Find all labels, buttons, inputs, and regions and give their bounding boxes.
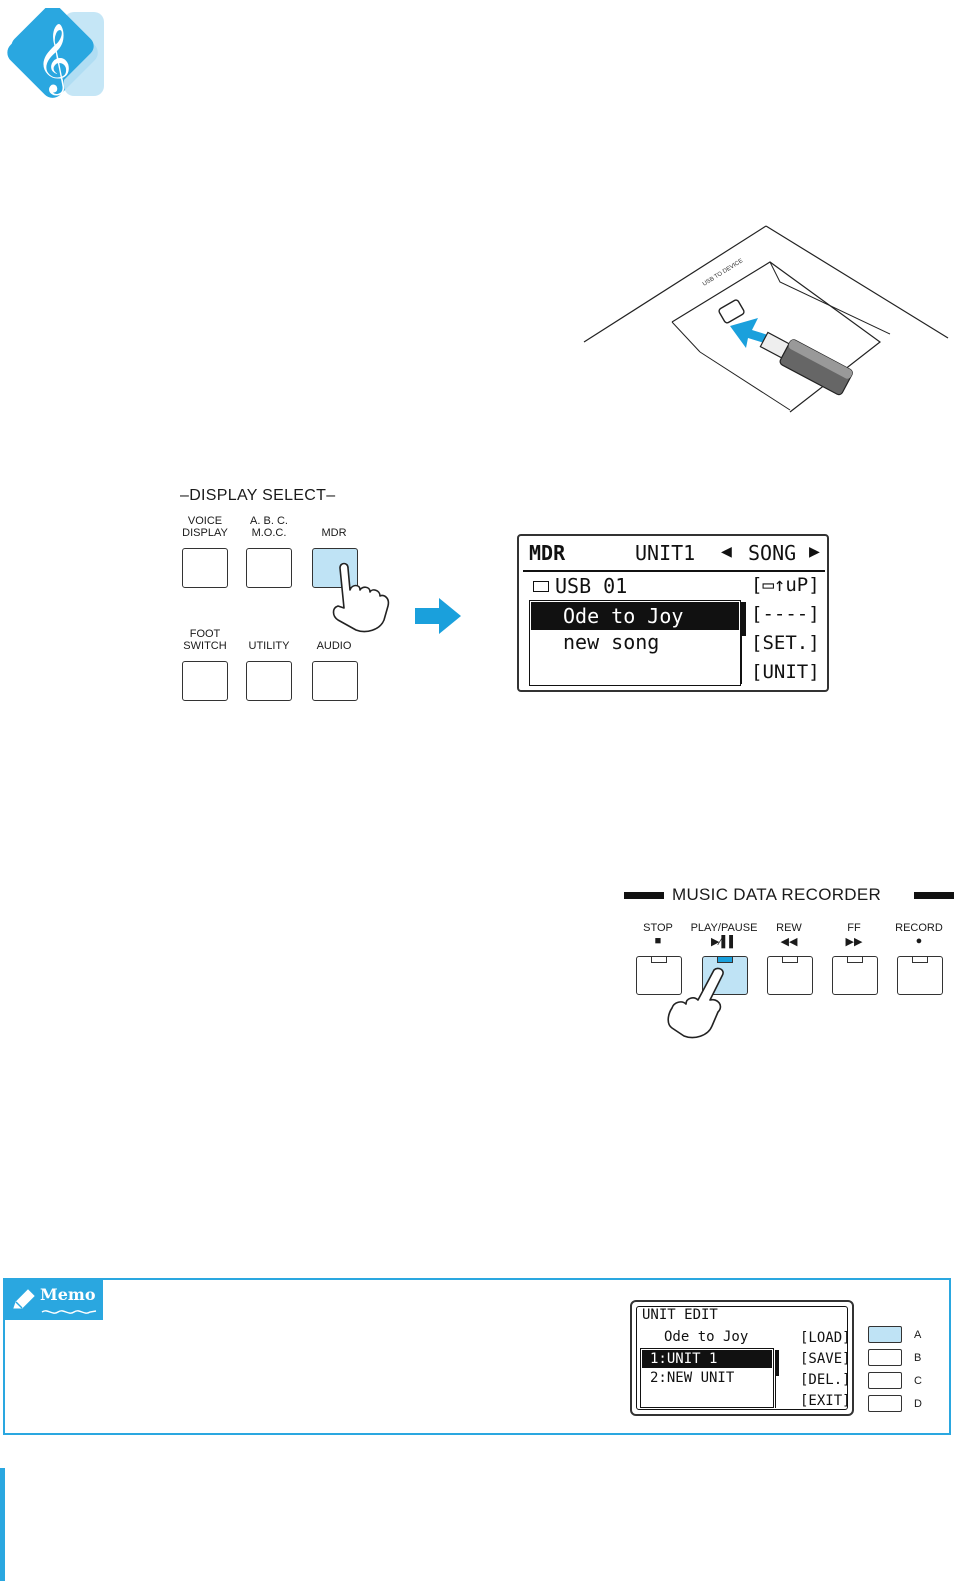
foot-switch-button[interactable] bbox=[182, 661, 228, 701]
stop-icon: ■ bbox=[654, 935, 662, 947]
lcd-header-mode: MDR bbox=[529, 541, 566, 565]
voice-display-button[interactable] bbox=[182, 548, 228, 588]
ff-label: FF bbox=[847, 922, 861, 934]
unit-edit-title: UNIT EDIT bbox=[642, 1307, 718, 1323]
c-button[interactable] bbox=[868, 1372, 902, 1389]
lcd-song-item[interactable]: Ode to Joy bbox=[531, 602, 739, 630]
unit-edit-song: Ode to Joy bbox=[664, 1329, 749, 1345]
right-arrow-icon bbox=[415, 598, 461, 634]
lcd-scrollbar[interactable] bbox=[741, 602, 746, 684]
lcd-song-item[interactable]: new song bbox=[563, 630, 660, 654]
d-button[interactable] bbox=[868, 1395, 902, 1412]
squiggle-icon bbox=[40, 1306, 98, 1316]
display-select-title: –DISPLAY SELECT– bbox=[180, 487, 336, 504]
memo-badge bbox=[4, 1280, 103, 1320]
lcd-side-button-blank[interactable]: [----] bbox=[751, 603, 820, 625]
foot-switch-label: FOOT SWITCH bbox=[183, 628, 227, 652]
audio-label: AUDIO bbox=[316, 640, 352, 652]
lcd-right-arrow-icon[interactable]: ▶ bbox=[809, 541, 820, 562]
memo-badge-label: Memo bbox=[40, 1285, 96, 1304]
a-label: A bbox=[914, 1329, 922, 1341]
usb-stick bbox=[758, 327, 854, 396]
ff-led bbox=[847, 956, 863, 963]
usb-port-label: USB TO DEVICE bbox=[701, 258, 745, 288]
unit-list-item[interactable]: 1:UNIT 1 bbox=[642, 1350, 772, 1368]
usb-insertion-illustration bbox=[580, 222, 952, 418]
record-icon: ● bbox=[915, 935, 923, 947]
svg-text:𝄞: 𝄞 bbox=[36, 23, 72, 93]
unit-edit-delete-button[interactable]: [DEL.] bbox=[800, 1372, 851, 1388]
unit-edit-scrollbar[interactable] bbox=[775, 1350, 779, 1408]
record-label: RECORD bbox=[895, 922, 943, 934]
pressing-hand-icon bbox=[664, 966, 734, 1042]
stop-label: STOP bbox=[643, 922, 673, 934]
play-pause-label: PLAY/PAUSE bbox=[690, 922, 758, 934]
abc-moc-button[interactable] bbox=[246, 548, 292, 588]
audio-button[interactable] bbox=[312, 661, 358, 701]
usb-port bbox=[718, 299, 745, 324]
treble-clef-icon bbox=[4, 8, 108, 104]
pencil-icon bbox=[10, 1286, 38, 1314]
lcd-header-song: SONG bbox=[748, 541, 797, 565]
fast-forward-icon: ▶▶ bbox=[845, 936, 863, 948]
record-led bbox=[912, 956, 928, 963]
pressing-hand-icon bbox=[326, 560, 396, 634]
usb-folder-icon bbox=[533, 581, 549, 592]
unit-edit-load-button[interactable]: [LOAD] bbox=[800, 1330, 851, 1346]
abc-moc-label: A. B. C. M.O.C. bbox=[250, 515, 288, 539]
a-button[interactable] bbox=[868, 1326, 902, 1343]
lcd-side-button-up[interactable]: [▭↑uP] bbox=[751, 574, 820, 596]
unit-edit-save-button[interactable]: [SAVE] bbox=[800, 1351, 851, 1367]
lcd-left-arrow-icon[interactable]: ◀ bbox=[721, 541, 732, 562]
utility-label: UTILITY bbox=[248, 640, 290, 652]
b-label: B bbox=[914, 1352, 922, 1364]
c-label: C bbox=[914, 1375, 922, 1387]
lcd-side-button-set[interactable]: [SET.] bbox=[751, 632, 820, 654]
rew-led bbox=[782, 956, 798, 963]
b-button[interactable] bbox=[868, 1349, 902, 1366]
stop-led bbox=[651, 956, 667, 963]
play-pause-icon: ▶∕▌▌ bbox=[711, 936, 737, 948]
lcd-side-button-unit[interactable]: [UNIT] bbox=[751, 661, 820, 683]
utility-button[interactable] bbox=[246, 661, 292, 701]
lcd-header-unit: UNIT1 bbox=[635, 541, 696, 565]
mdr-lcd-screen bbox=[517, 534, 829, 692]
page-edge-rule bbox=[0, 1468, 5, 1581]
unit-edit-exit-button[interactable]: [EXIT] bbox=[800, 1393, 851, 1409]
voice-display-label: VOICE DISPLAY bbox=[182, 515, 228, 539]
play-pause-led bbox=[717, 956, 733, 963]
music-data-recorder-title: MUSIC DATA RECORDER bbox=[672, 885, 882, 904]
unit-edit-lcd-screen bbox=[630, 1300, 854, 1416]
rewind-icon: ◀◀ bbox=[780, 936, 798, 948]
mdr-label: MDR bbox=[321, 527, 347, 539]
rew-label: REW bbox=[776, 922, 802, 934]
d-label: D bbox=[914, 1398, 922, 1410]
lcd-folder-name: USB 01 bbox=[555, 574, 628, 598]
unit-list-item[interactable]: 2:NEW UNIT bbox=[650, 1370, 735, 1386]
